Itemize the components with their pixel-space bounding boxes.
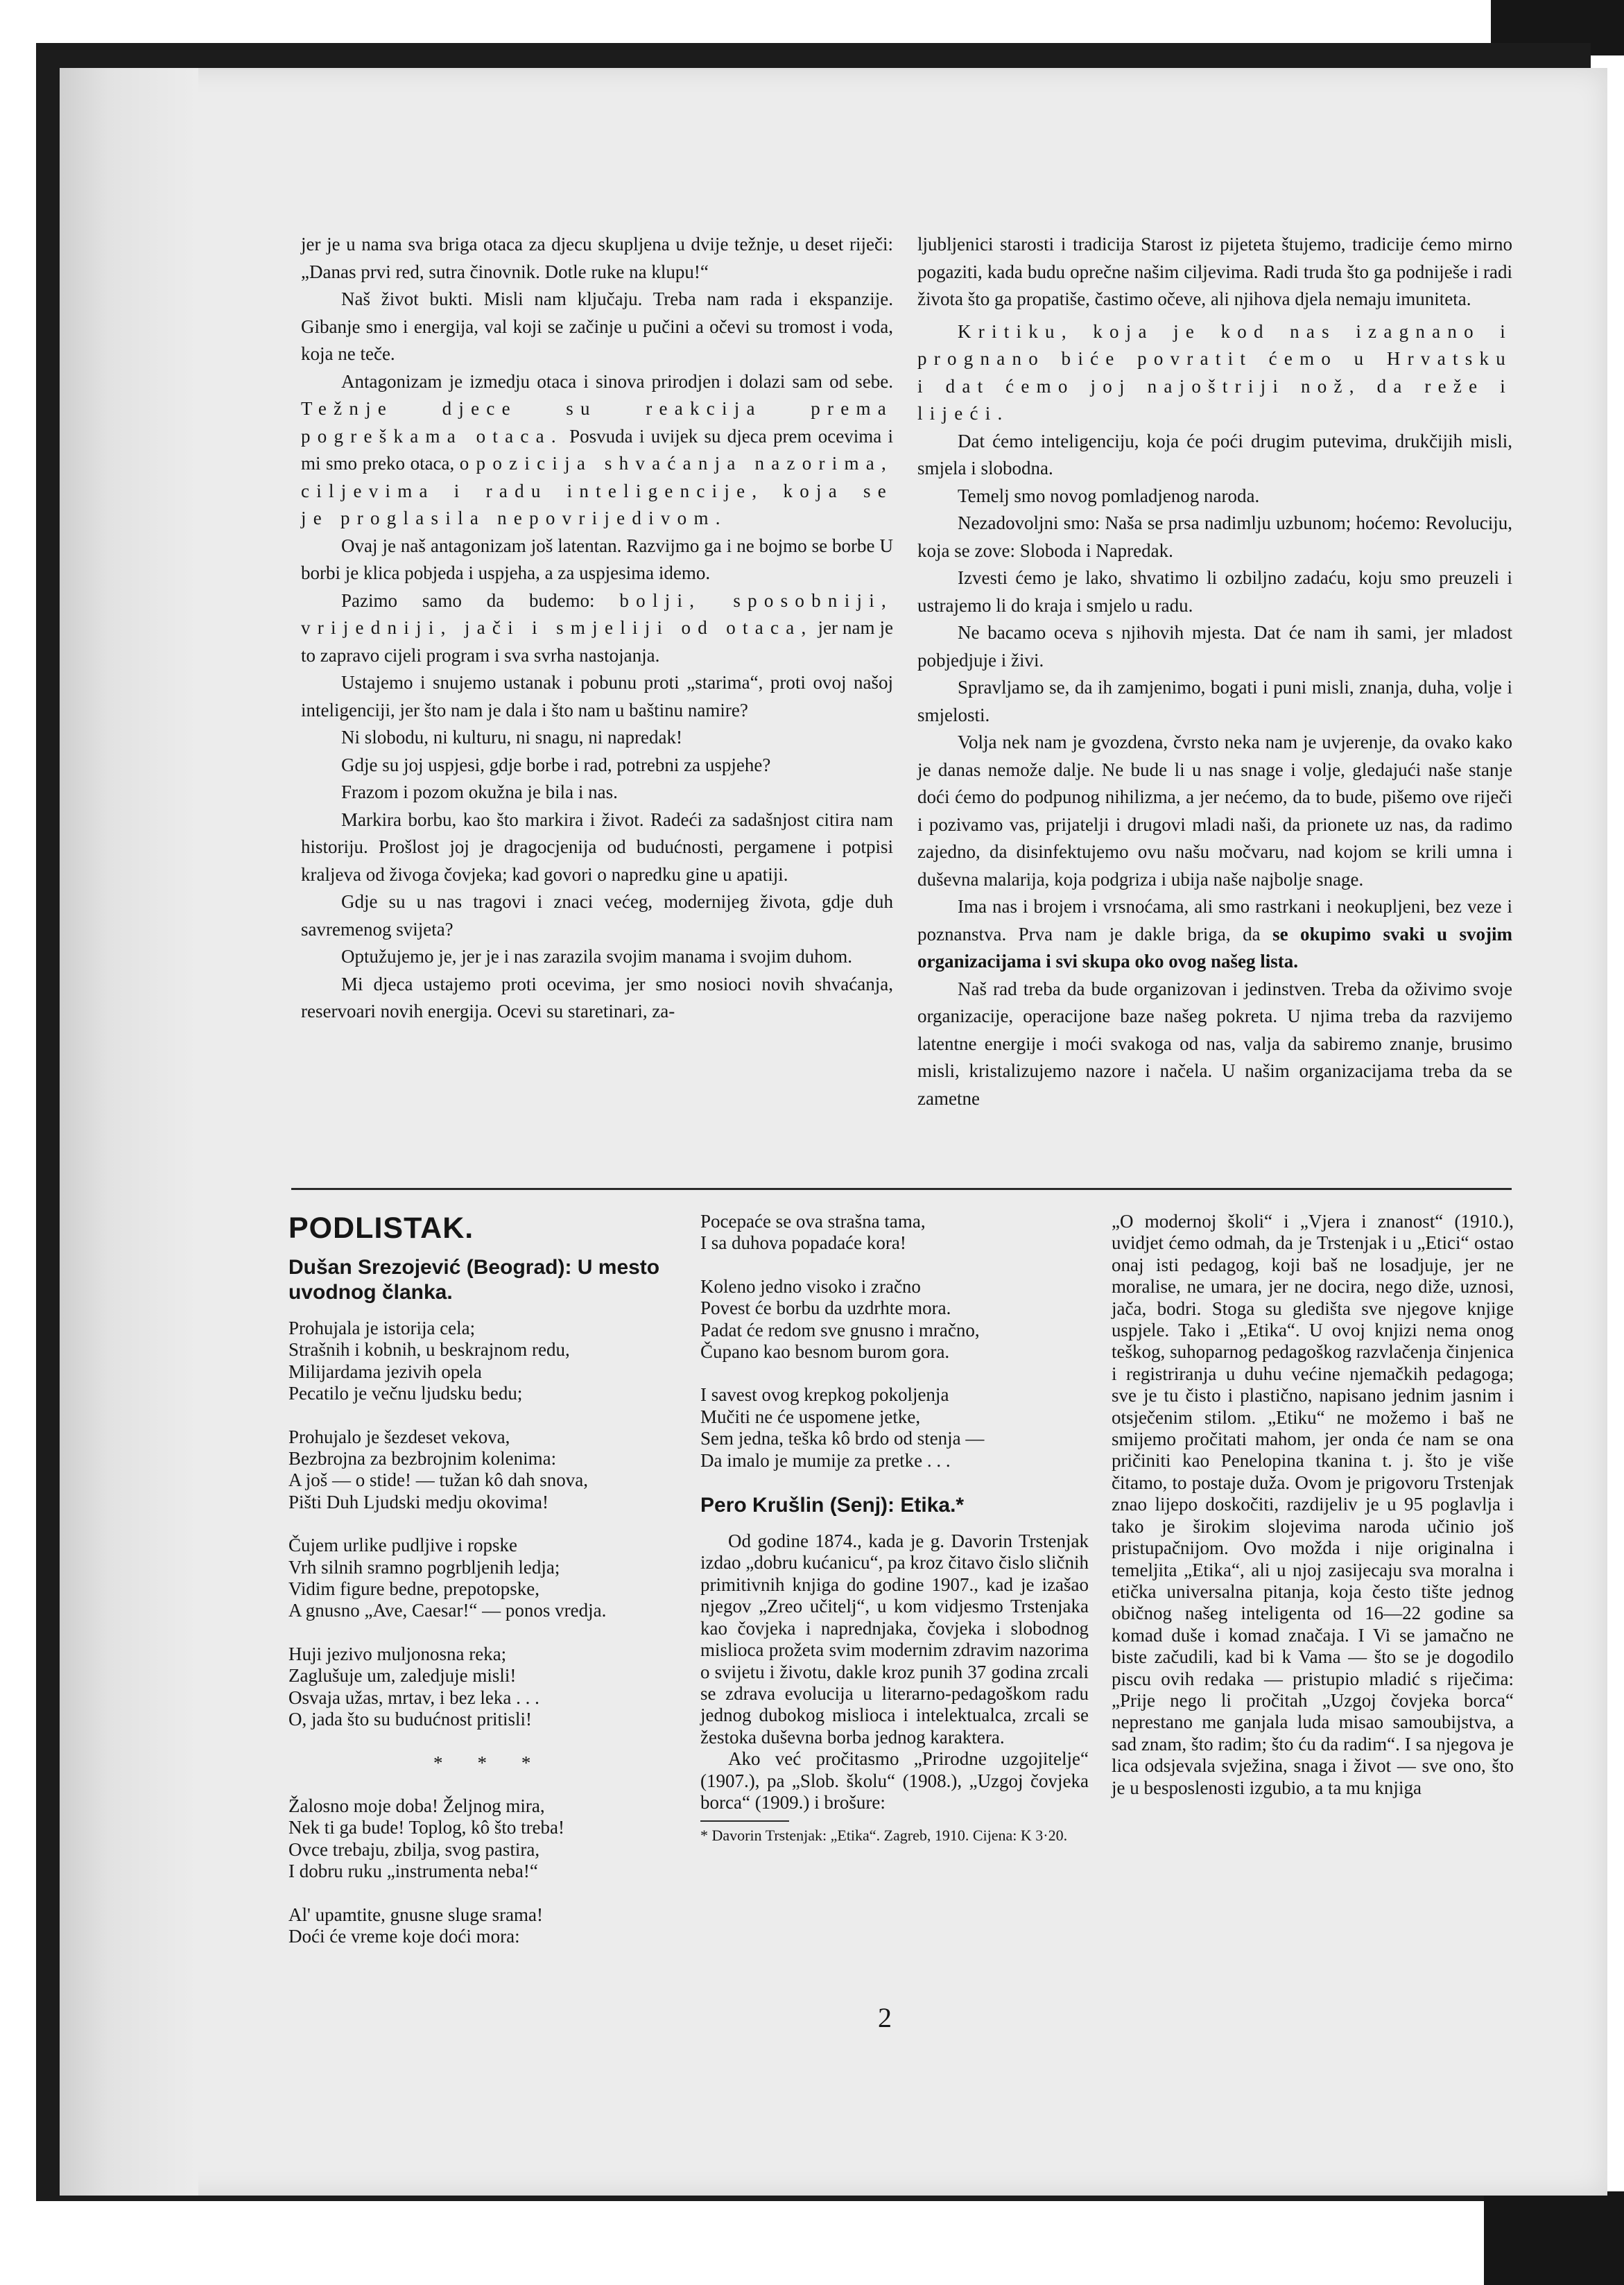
section-stars: * * * — [433, 1752, 546, 1773]
essay-heading: Pero Krušlin (Senj): Etika.* — [700, 1494, 965, 1517]
spaced-emphasis: opozicija shvaćanja nazorima, ciljevima i radu inteligencije, koja se je proglasila nepovrijedivom. — [301, 453, 893, 528]
poem-stanza — [288, 1318, 691, 1405]
article-paragraph: ljubljenici starosti i tradicija Starost iz pijeteta štujemo, tradicije ćemo mirno pogaziti, kada budu oprečne našim ciljevima. Radi truda što ga podniješe i radi života što ga propatiše, častimo očeve, ali njihova djela nemaju imuniteta. — [917, 234, 1512, 309]
article-paragraph: Temelj smo novog pomladjenog naroda. — [958, 485, 1260, 506]
podlistak-column-right — [1112, 1211, 1514, 1799]
article-paragraph: Nezadovoljni smo: Naša se prsa nadimlju uzbunom; hoćemo: Revoluciju, koja se zove: Sloboda i Napredak. — [917, 512, 1512, 561]
poem-line: I savest ovog krepkog pokoljenja — [700, 1384, 949, 1406]
article-paragraph: jer je u nama sva briga otaca za djecu skupljena u dvije težnje, u deset riječi: „Danas prvi red, sutra činovnik. Dotle ruke na klupu!“ — [301, 234, 893, 282]
poem-line: Nek ti ga bude! Toplog, kô što treba! — [288, 1817, 565, 1838]
article-paragraph: Gdje su joj uspjesi, gdje borbe i rad, potrebni za uspjehe? — [341, 754, 771, 775]
poem-line: Povest će borbu da uzdrhte mora. — [700, 1297, 951, 1319]
poem-line: A gnusno „Ave, Caesar!“ — ponos vredja. — [288, 1600, 607, 1621]
article-paragraph-bold — [917, 893, 1512, 976]
poem-line: Pišti Duh Ljudski medju okovima! — [288, 1491, 548, 1512]
article-paragraph-emphasis — [301, 587, 893, 670]
essay-paragraph: Ako već pročitasmo „Prirodne uzgojitelje“ (1907.), pa „Slob. školu“ (1908.), „Uzgoj čovjeka borca“ (1909.) i brošure: — [700, 1748, 1089, 1813]
poem-line: I sa duhova popadaće kora! — [700, 1232, 906, 1254]
article-paragraph: Izvesti ćemo je lako, shvatimo li ozbiljno zadaću, koju smo preuzeli i ustrajemo li do kraja i smjelo u radu. — [917, 567, 1512, 616]
essay-body-continued — [1112, 1211, 1514, 1799]
article-column-right — [917, 231, 1512, 1112]
paragraph-middle: Posvuda i uvijek su djeca prem ocevima i mi smo preko otaca, — [301, 425, 893, 474]
poem-line: Prohujalo je šezdeset vekova, — [288, 1426, 510, 1447]
poem-line: Strašnih i kobnih, u beskrajnom redu, — [288, 1339, 570, 1361]
bold-emphasis: se okupimo svaki u svojim organizacijama i svi skupa oko ovog našeg lista. — [917, 923, 1512, 972]
poem-line: Huji jezivo muljonosna reka; — [288, 1643, 507, 1664]
poem-line: Al' upamtite, gnusne sluge srama! — [288, 1904, 544, 1925]
essay-body — [700, 1530, 1089, 1813]
article-paragraph: Naš rad treba da bude organizovan i jedinstven. Treba da oživimo svoje organizacije, operacijone baze našeg pokreta. U njima treba da razvijemo latentne energije i moći svakoga od nas, valja da sabiremo znanje, brusimo misli, kristalizujemo nazore i načela. U našim organizacijama treba da se zametne — [917, 978, 1512, 1109]
article-paragraph: Dat ćemo inteligenciju, koja će poći drugim putevima, drukčijih misli, smjela i slobodna. — [917, 430, 1512, 478]
poem-stanza — [700, 1211, 1089, 1254]
poem-stanza — [288, 1426, 691, 1514]
poem-heading: Dušan Srezojević (Beograd): U mesto uvodnog članka. — [288, 1256, 660, 1304]
article-paragraph: Mi djeca ustajemo proti ocevima, jer smo nosioci novih shvaćanja, reservoari novih energija. Ocevi su staretinari, za- — [301, 973, 893, 1021]
article-paragraph: Volja nek nam je gvozdena, čvrsto neka nam je uvjerenje, da ovako kako je danas nemože dalje. Ne bude li u nas snage i volje, gledajući naše stanje doći ćemo do podpunog nihilizma, a jer nećemo, da to bude, pišemo ove riječi i pozivamo vas, prijatelji i drugovi mladi naši, da prionete uz nas, da radimo zajedno, da disinfektujemo ovu našu močvaru, nad kojom se krili umna i duševna malarija, koja podgriza i ubija naše najbolje snage. — [917, 732, 1512, 890]
poem-line: A još — o stide! — tužan kô dah snova, — [288, 1469, 588, 1491]
spaced-emphasis: bolji, sposobniji, vrijedniji, jači i smjeliji od otaca, — [301, 589, 893, 638]
poem-line: O, jada što su budućnost pritisli! — [288, 1709, 532, 1730]
paragraph-lead: Ima nas i brojem i vrsnoćama, ali smo rastrkani i neokupljeni, bez veze i poznanstva. Prva nam je dakle briga, da — [917, 896, 1512, 945]
article-paragraph: Ni slobodu, ni kulturu, ni snagu, ni napredak! — [341, 727, 682, 748]
poem-line: Čupano kao besnom burom gora. — [700, 1341, 950, 1363]
spaced-emphasis: Težnje djece su reakcija prema pogreškama otaca. — [301, 398, 893, 447]
poem-line: Zaglušuje um, zaledjuje misli! — [288, 1665, 517, 1687]
poem-line: Doći će vreme koje doći mora: — [288, 1925, 520, 1947]
article-paragraph: Spravljamo se, da ih zamjenimo, bogati i puni misli, znanja, duha, volje i smjelosti. — [917, 677, 1512, 725]
poem-stanza — [700, 1384, 1089, 1472]
section-divider — [291, 1188, 1512, 1190]
spaced-emphasis: Kritiku, koja je kod nas izagnano i prognano biće povratit ćemo u Hrvatsku i dat ćemo joj najoštriji nož, da reže i lijeći. — [917, 320, 1512, 424]
poem-stanza — [700, 1276, 1089, 1363]
article-paragraph: Gdje su u nas tragovi i znaci većeg, modernijeg života, gdje duh savremenog svijeta? — [301, 891, 893, 940]
article-paragraph: Ustajemo i snujemo ustanak i pobunu proti „starima“, proti ovoj našoj inteligenciji, jer što nam je dala i što nam u baštinu namire? — [301, 672, 893, 721]
poem-line: Da imalo je mumije za pretke . . . — [700, 1449, 951, 1471]
article-paragraph: Ne bacamo oceva s njihovih mjesta. Dat će nam ih sami, jer mladost pobjedjuje i živi. — [917, 622, 1512, 671]
poem-stanza — [288, 1904, 691, 1948]
paragraph-lead: Pazimo samo da budemo: — [341, 589, 620, 611]
paragraph-lead: Antagonizam je izmedju otaca i sinova prirodjen i dolazi sam od sebe. — [341, 370, 893, 392]
poem-line: Vidim figure bedne, prepotopske, — [288, 1578, 540, 1600]
poem-line: Pocepaće se ova strašna tama, — [700, 1211, 926, 1232]
article-paragraph: Frazom i pozom okužna je bila i nas. — [341, 782, 618, 802]
paragraph-tail: jer nam je to zapravo cijeli program i sva svrha nastojanja. — [301, 617, 893, 666]
article-paragraph: Markira borbu, kao što markira i život. Radeći za sadašnjost citira nam historiju. Prošlost joj je dragocjenija od budućnosti, pergamene i potpisi kraljeva od živoga čovjeka; kad govori o napredku gine u apatiji. — [301, 809, 893, 885]
article-paragraph-spaced — [917, 318, 1512, 428]
essay-paragraph: „O modernoj školi“ i „Vjera i znanost“ (1910.), uvidjet ćemo odmah, da je Trstenjak i u „Etici“ ostao onaj isti pedagog, koji baš ne losadjuje, jer ne moralise, ne umara, jer ne docira, nego diže, uznosi, jača, bodri. Stoga su gledišta sve njegove knjige uspjele. Tako i „Etika“. U ovoj knjizi nema onog teškog, suhoparnog pedagoškog razvlačenja činjenica i registriranja u duhu većine njemačkih pedagoga; sve je tu čisto i plastično, napisano jednim jasnim i otsječenim stilom. „Etiku“ ne možemo i baš ne smijemo pročitati mahom, jer onda će nam se ona pričiniti kao Penelopina tkanina t. j. što je više čitamo, to postaje duža. Ovom je prigovoru Trstenjak znao lijepo doskočiti, razdijeliv je u 95 poglavlja i tako je širokim slojevima naroda učinio još pristupačnijom. Ovo možda i nije originalna i temeljita „Etika“, ali u njoj zasijecaju sva moralna i etička universalna pitanja, koja često tište jednog običnog našeg inteligenta od 16—22 godine sa komad duše i komad značaja. I Vi se jamačno ne biste začudili, kad bi k Vama — što se je dogodilo piscu ovih redaka — pristupio mladić s riječima: „Prije nego li pročitah „Uzgoj čovjeka borca“ neprestano me ganjala luda misao samoubijstva, a sad znam, što radim; što ću da radim“. I sa njegova je lica odsjevala svježina, snaga i život — sve ono, što je u besposlenosti izgubio, a ta mu knjiga — [1112, 1211, 1514, 1798]
poem-line: Čujem urlike pudljive i ropske — [288, 1535, 517, 1556]
poem-line: Mučiti ne će uspomene jetke, — [700, 1406, 921, 1427]
poem-stanza — [288, 1535, 691, 1622]
essay-paragraph: Od godine 1874., kada je g. Davorin Trstenjak izdao „dobru kućanicu“, pa kroz čitavo čislo sličnih primitivnih knjiga do godine 1907., kad je izašao njegov „Zreo učitelj“, u kom vidjesmo Trstenjaka kao čovjeka i naprednjaka, čovjeka i slobodnog mislioca prožeta svim modernim zdravim nazorima o svijetu i životu, dakle kroz punih 37 godina zrcali se zdrava evolucija u literarno-pedagoškom radu jednog dubokog mislioca i intelektualca, zrcali se žestoka duševna borba jednog karaktera. — [700, 1530, 1089, 1748]
footnote-rule — [700, 1820, 789, 1822]
poem-line: Koleno jedno visoko i zračno — [700, 1275, 921, 1297]
podlistak-column-left — [288, 1211, 691, 1969]
poem-line: Sem jedna, teška kô brdo od stenja — — [700, 1428, 985, 1449]
poem-line: Milijardama jezivih opela — [288, 1361, 482, 1382]
poem-line: Bezbrojna za bezbrojnim kolenima: — [288, 1448, 557, 1469]
poem-line: Vrh silnih sramno pogrbljenih ledja; — [288, 1556, 560, 1578]
poem-line: Ovce trebaju, zbilja, svog pastira, — [288, 1838, 540, 1860]
article-column-left — [301, 231, 893, 1026]
poem-stanza — [288, 1644, 691, 1731]
podlistak-column-middle — [700, 1211, 1089, 1845]
poem-stanza — [288, 1795, 691, 1883]
article-paragraph: Naš život bukti. Misli nam ključaju. Treba nam rada i ekspanzije. Gibanje smo i energija, val koji se začinje u pučini a očevi su tromost i voda, koja ne teče. — [301, 288, 893, 364]
poem-line: Pecatilo je večnu ljudsku bedu; — [288, 1383, 523, 1404]
podlistak-title: PODLISTAK. — [288, 1212, 474, 1245]
article-paragraph: Optužujemo je, jer je i nas zarazila svojim manama i svojim duhom. — [341, 946, 853, 967]
article-paragraph: Ovaj je naš antagonizam još latentan. Razvijmo ga i ne bojmo se borbe U borbi je klica pobjeda i uspjeha, a za uspjesima idemo. — [301, 535, 893, 583]
article-paragraph-emphasis — [301, 368, 893, 533]
poem-line: Prohujala je istorija cela; — [288, 1318, 476, 1338]
poem-line: Osvaja užas, mrtav, i bez leka . . . — [288, 1687, 539, 1708]
page-number: 2 — [878, 2002, 892, 2033]
footnote: * Davorin Trstenjak: „Etika“. Zagreb, 1910. Cijena: K 3·20. — [700, 1827, 1068, 1845]
poem-line: Padat će redom sve gnusno i mračno, — [700, 1319, 980, 1340]
poem-line: I dobru ruku „instrumenta neba!“ — [288, 1861, 538, 1882]
poem-line: Žalosno moje doba! Željnog mira, — [288, 1795, 545, 1816]
